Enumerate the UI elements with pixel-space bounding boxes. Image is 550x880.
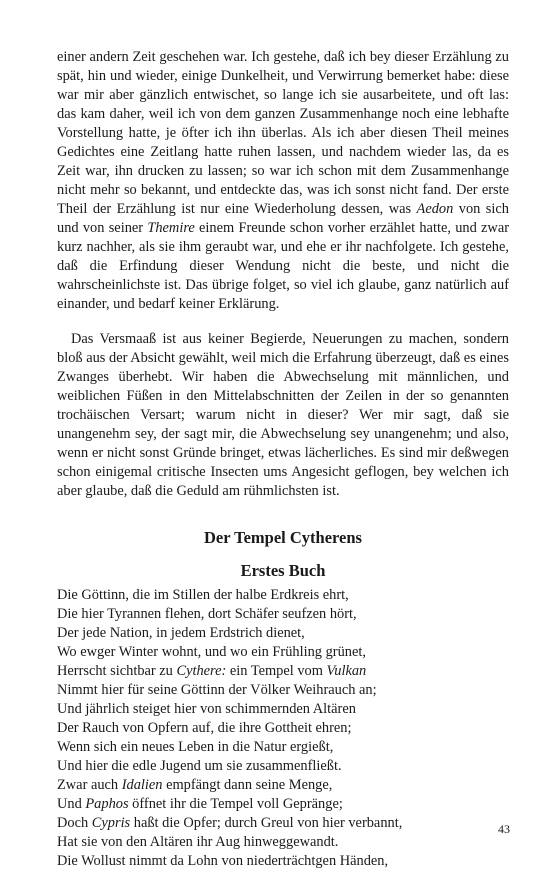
page-number: 43 [498, 822, 510, 836]
paragraph: einer andern Zeit geschehen war. Ich gestehe, daß ich bey dieser Erzählung zu spät, hin und wieder, einige Dunkelheit, und Verwirrung bemerket habe: diese war mir aber gänzlich entwischet, so lange ich sie ausarbeitete, und oft las: das kam daher, weil ich von dem ganzen Zusammenhange noch eine lebhafte Vorstellung hatte, je öfter ich ihn überlas. Als ich aber diesen Theil meines Gedichtes eine Zeitlang hatte ruhen lassen, und nachdem wieder las, da es Zeit war, ihn drucken zu lassen; so war ich schon mit dem Zusammenhange nicht mehr so bekannt, und entdeckte das, was ich sonst nicht fand. Der erste Theil der Erzählung ist nur eine Wiederholung dessen, was Aedon von sich und von seiner Themire einem Freunde schon vorher erzählet hatte, und zwar kurz nachher, als sie ihm geraubt war, und ehe er ihr nachfolgete. Ich gestehe, daß die Erfindung dieser Wendung nicht die beste, und nicht die wahrscheinlichste ist. Das übrige folget, so viel ich glaube, ganz natürlich auf einander, und bedarf keiner Erklärung. [57, 49, 510, 312]
verse-line: Die Wollust nimmt da Lohn von niederträchtgen Händen, [57, 853, 389, 869]
italic-name: Paphos [85, 796, 129, 812]
verse-block [57, 586, 509, 871]
book-heading: Erstes Buch [240, 561, 326, 580]
italic-name: Cythere: [176, 663, 227, 679]
poem-title: Der Tempel Cytherens [204, 528, 362, 547]
verse-line: Doch Cypris haßt die Opfer; durch Greul von hier verbannt, [57, 815, 403, 831]
verse-line: Wo ewger Winter wohnt, und wo ein Frühling grünet, [57, 644, 366, 660]
verse-line: Nimmt hier für seine Göttinn der Völker Weihrauch an; [57, 682, 377, 698]
verse-line: Herrscht sichtbar zu Cythere: ein Tempel vom Vulkan [57, 663, 367, 679]
verse-line: Und jährlich steiget hier von schimmernden Altären [57, 701, 356, 717]
verse-line: Die hier Tyrannen flehen, dort Schäfer seufzen hört, [57, 606, 357, 622]
document-page [57, 48, 509, 871]
verse-line: Und Paphos öffnet ihr die Tempel voll Gepränge; [57, 796, 343, 812]
italic-name: Idalien [121, 777, 163, 793]
paragraph: Das Versmaaß ist aus keiner Begierde, Neuerungen zu machen, sondern bloß aus der Absicht gewählt, weil mich die Erfahrung überzeugt, daß es eines Zwanges überhebt. Wir haben die Abwechselung mit männlichen, und weiblichen Füßen in den Mittelabschnitten der Zeilen in der so genannten trochäischen Versart; warum nicht in dieser? Wer mir sagt, daß sie unangenehm sey, der sagt mir, die Abwechselung sey unangenehm; und also, wenn er nicht sonst Gründe bringet, etwas lächerliches. Es sind mir deßwegen schon einigemal critische Insecten ums Angesicht geflogen, bey welchen ich aber glaube, daß die Geduld am rühmlichsten ist. [57, 331, 509, 499]
italic-name: Themire [147, 220, 195, 236]
italic-name: Cypris [91, 815, 131, 831]
verse-line: Der Rauch von Opfern auf, die ihre Gottheit ehren; [57, 720, 352, 736]
verse-line: Hat sie von den Altären ihr Aug hinweggewandt. [57, 834, 339, 850]
verse-line: Die Göttinn, die im Stillen der halbe Erdkreis ehrt, [57, 587, 349, 603]
italic-name: Vulkan [326, 663, 367, 679]
verse-line: Wenn sich ein neues Leben in die Natur ergießt, [57, 739, 334, 755]
verse-line: Und hier die edle Jugend um sie zusammenfließt. [57, 758, 342, 774]
verse-line: Zwar auch Idalien empfängt dann seine Menge, [57, 777, 333, 793]
verse-line: Der jede Nation, in jedem Erdstrich dienet, [57, 625, 305, 641]
italic-name: Aedon [416, 201, 454, 217]
preface-text [57, 48, 509, 501]
